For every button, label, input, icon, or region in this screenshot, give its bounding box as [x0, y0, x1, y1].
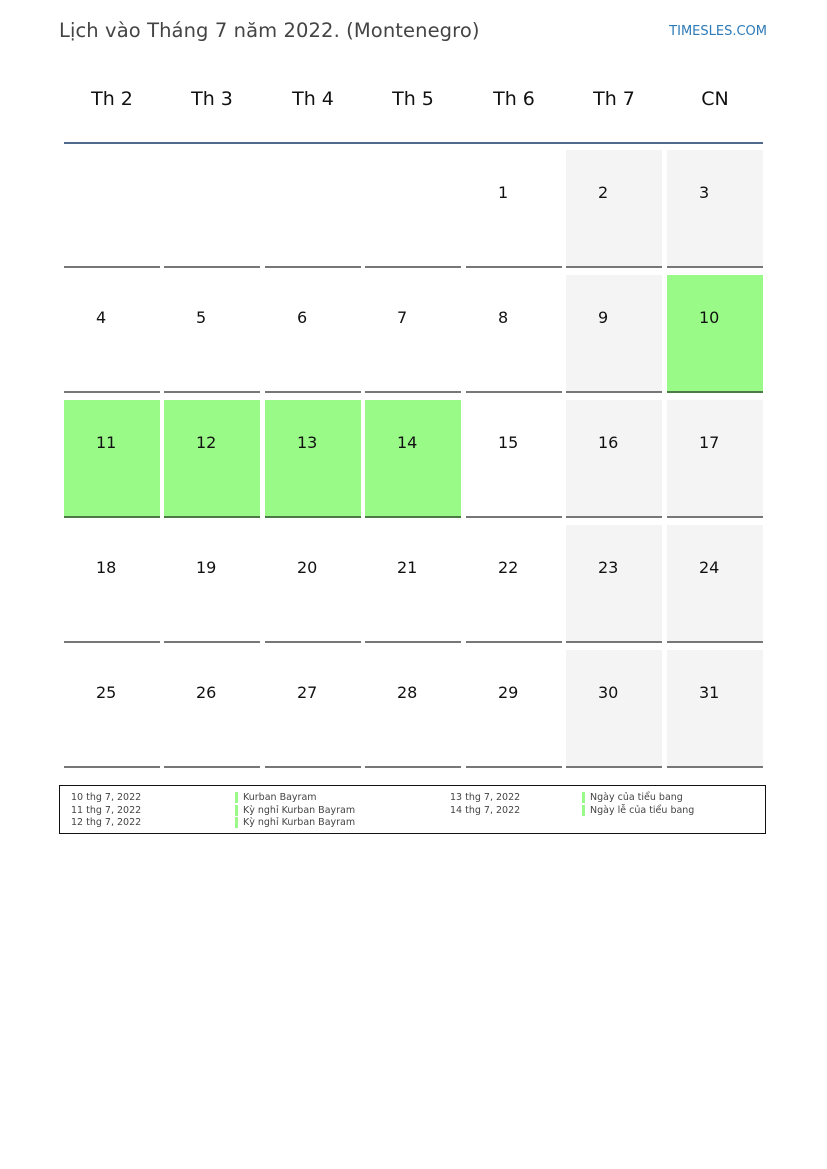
day-number: 31: [699, 683, 720, 702]
calendar-empty-cell: [64, 150, 160, 268]
calendar-day-cell: [566, 525, 662, 643]
calendar-day-cell: [164, 650, 260, 768]
weekday-wed: Th 4: [292, 88, 334, 110]
legend-holiday-name: Kỳ nghỉ Kurban Bayram: [243, 805, 356, 816]
calendar-day-cell: [466, 650, 562, 768]
calendar-day-cell: [265, 400, 361, 518]
day-number: 10: [699, 308, 720, 327]
day-number: 19: [196, 558, 217, 577]
calendar-day-cell: [164, 400, 260, 518]
calendar-day-cell: [667, 525, 763, 643]
legend-color-marker: [235, 805, 238, 816]
calendar-day-cell: [64, 650, 160, 768]
legend-holiday-name: Kỳ nghỉ Kurban Bayram: [243, 817, 356, 828]
day-number: 22: [498, 558, 519, 577]
calendar-day-cell: [164, 525, 260, 643]
calendar-day-cell: [566, 650, 662, 768]
day-number: 8: [498, 308, 509, 327]
calendar-day-cell: [466, 275, 562, 393]
day-number: 23: [598, 558, 619, 577]
calendar-day-cell: [667, 275, 763, 393]
day-number: 6: [297, 308, 308, 327]
holiday-legend: [59, 785, 766, 834]
weekday-sun: CN: [701, 88, 729, 110]
calendar-empty-cell: [164, 150, 260, 268]
legend-date: 13 thg 7, 2022: [450, 792, 521, 803]
day-number: 3: [699, 183, 710, 202]
legend-holiday-name: Kurban Bayram: [243, 792, 317, 803]
day-number: 13: [297, 433, 318, 452]
day-number: 21: [397, 558, 418, 577]
legend-holiday-name: Ngày của tiểu bang: [590, 792, 683, 803]
calendar-empty-cell: [265, 150, 361, 268]
day-number: 1: [498, 183, 509, 202]
calendar-day-cell: [265, 650, 361, 768]
day-number: 14: [397, 433, 418, 452]
day-number: 12: [196, 433, 217, 452]
day-number: 28: [397, 683, 418, 702]
day-number: 20: [297, 558, 318, 577]
legend-date: 14 thg 7, 2022: [450, 805, 521, 816]
calendar-day-cell: [466, 400, 562, 518]
calendar-day-cell: [566, 150, 662, 268]
day-number: 4: [96, 308, 107, 327]
legend-color-marker: [235, 792, 238, 803]
calendar-day-cell: [466, 525, 562, 643]
calendar-day-cell: [365, 650, 461, 768]
day-number: 5: [196, 308, 207, 327]
legend-color-marker: [582, 805, 585, 816]
day-number: 16: [598, 433, 619, 452]
calendar-empty-cell: [365, 150, 461, 268]
day-number: 17: [699, 433, 720, 452]
legend-date: 10 thg 7, 2022: [71, 792, 142, 803]
calendar-day-cell: [164, 275, 260, 393]
calendar-day-cell: [265, 525, 361, 643]
calendar-day-cell: [64, 525, 160, 643]
legend-holiday-name: Ngày lễ của tiểu bang: [590, 805, 695, 816]
weekday-tue: Th 3: [191, 88, 233, 110]
page-title: Lịch vào Tháng 7 năm 2022. (Montenegro): [59, 19, 480, 42]
calendar-day-cell: [667, 150, 763, 268]
calendar-day-cell: [667, 650, 763, 768]
day-number: 25: [96, 683, 117, 702]
legend-date: 11 thg 7, 2022: [71, 805, 142, 816]
day-number: 24: [699, 558, 720, 577]
calendar-day-cell: [365, 275, 461, 393]
calendar-day-cell: [566, 275, 662, 393]
legend-date: 12 thg 7, 2022: [71, 817, 142, 828]
calendar-day-cell: [365, 525, 461, 643]
calendar-day-cell: [365, 400, 461, 518]
calendar-day-cell: [265, 275, 361, 393]
calendar-day-cell: [466, 150, 562, 268]
day-number: 2: [598, 183, 609, 202]
day-number: 7: [397, 308, 408, 327]
day-number: 26: [196, 683, 217, 702]
day-number: 9: [598, 308, 609, 327]
day-number: 11: [96, 433, 117, 452]
weekday-header: [64, 88, 763, 120]
weekday-sat: Th 7: [593, 88, 635, 110]
header-divider: [64, 142, 763, 144]
weekday-thu: Th 5: [392, 88, 434, 110]
day-number: 15: [498, 433, 519, 452]
legend-color-marker: [582, 792, 585, 803]
calendar-day-cell: [64, 400, 160, 518]
legend-color-marker: [235, 817, 238, 828]
day-number: 30: [598, 683, 619, 702]
day-number: 29: [498, 683, 519, 702]
weekday-mon: Th 2: [91, 88, 133, 110]
brand-link[interactable]: TIMESLES.COM: [669, 24, 767, 39]
calendar-day-cell: [566, 400, 662, 518]
day-number: 18: [96, 558, 117, 577]
calendar-day-cell: [64, 275, 160, 393]
day-number: 27: [297, 683, 318, 702]
calendar-day-cell: [667, 400, 763, 518]
weekday-fri: Th 6: [493, 88, 535, 110]
